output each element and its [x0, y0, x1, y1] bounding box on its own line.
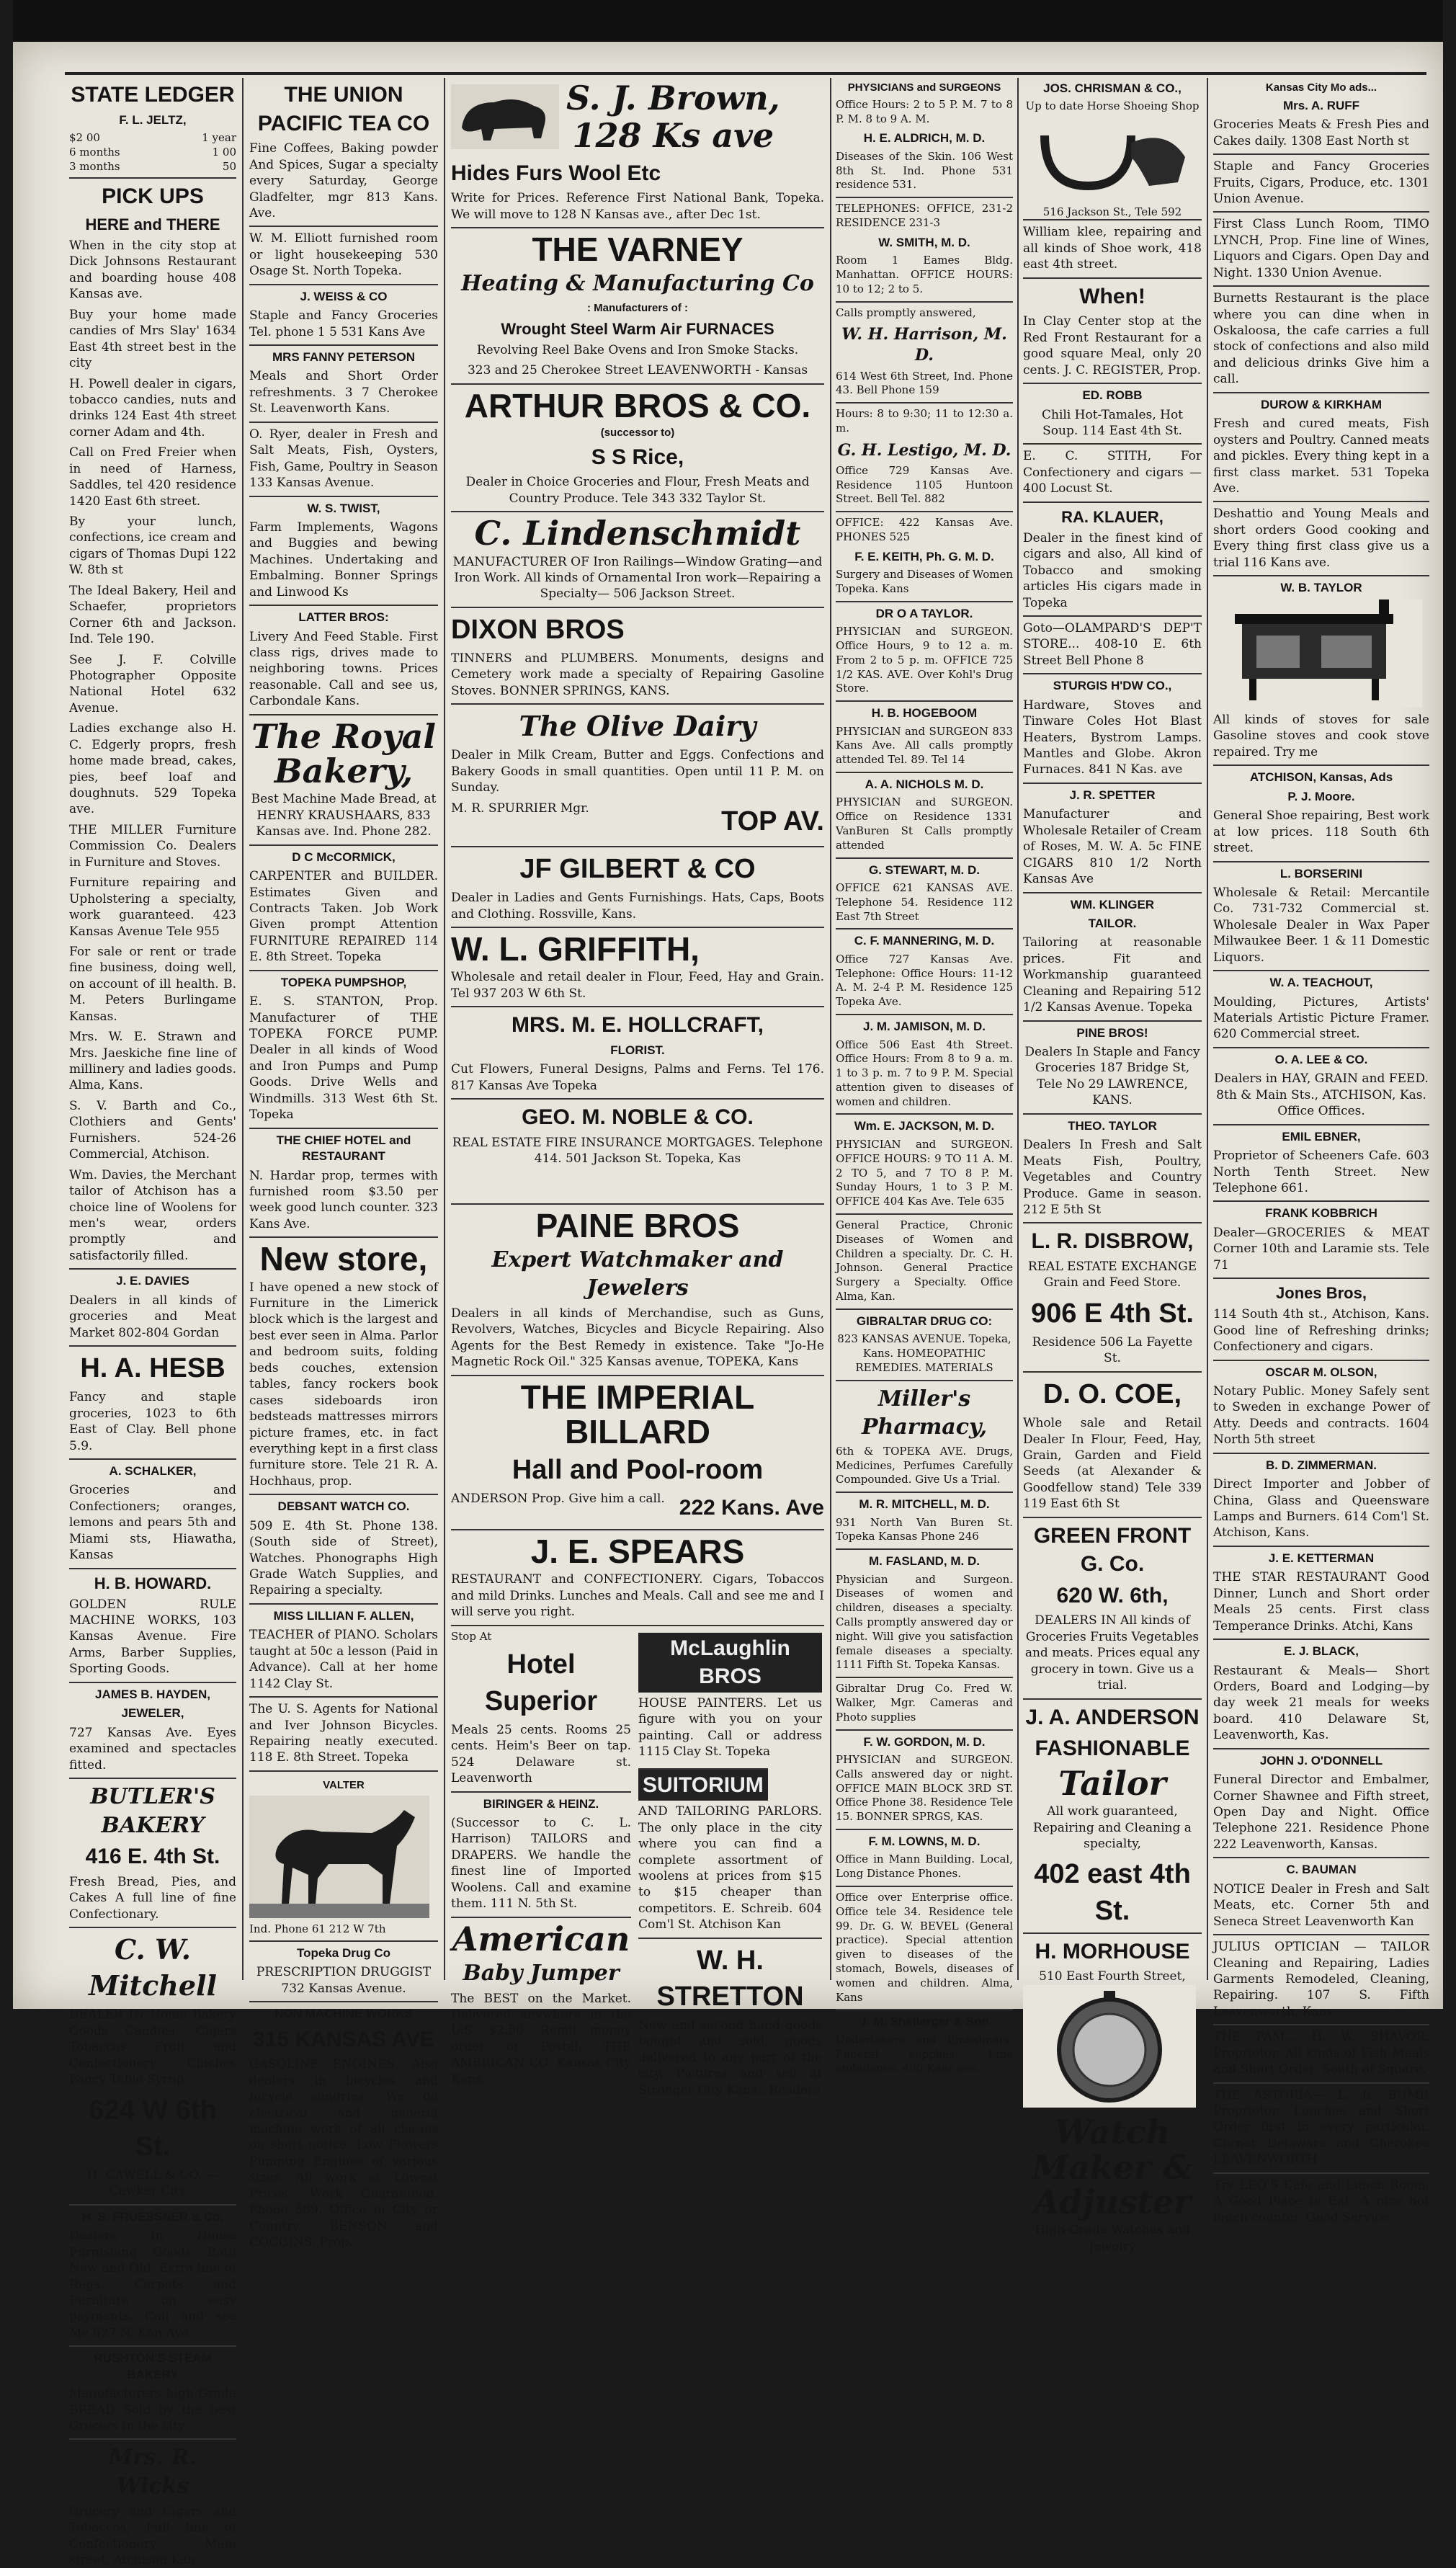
ad-heading: W. SMITH, M. D. [878, 235, 970, 249]
ad-text: General Shoe repairing, Best work at low prices. 118 South 6th street. [1213, 808, 1429, 856]
ad-subheading: S S Rice, [591, 445, 684, 469]
ad-text: Moulding, Pictures, Artists' Materials Artistic Picture Framer. 620 Commercial street. [1213, 994, 1429, 1042]
ad-text: REAL ESTATE EXCHANGE Grain and Feed Store. [1027, 1260, 1197, 1290]
ad-heading: THE VARNEY [451, 227, 824, 267]
ad-heading: DEBSANT WATCH CO. [249, 1494, 438, 1515]
ad-text: Office over Enterprise office. Office tele 34. Residence tele 99. Dr. G. W. BEVEL (General practice). Special attention given to diseases of the stomach, Bowels, diseases of women and children. Alma, Kans [836, 1886, 1013, 2005]
ad-text: Try LEO'S Cafe and Lunch Room. A Good Place to Eat. A nice hot lunch counter. Good Service. [1213, 2172, 1429, 2226]
ad-subheading: (successor to) [600, 426, 675, 439]
ad-heading: J. E. DAVIES [69, 1268, 236, 1289]
ad-text: 114 South 4th st., Atchison, Kans. Good line of Refreshing drinks; Confectionery and cigars. [1213, 1307, 1429, 1355]
section-heading: ATCHISON, Kansas, Ads [1213, 764, 1429, 785]
illustration-footer: Ind. Phone 61 212 W 7th [249, 1922, 386, 1936]
ad-heading: H. B. HOGEBOOM [836, 700, 1013, 721]
ad-heading: BUTLER'S BAKERY [69, 1778, 236, 1840]
ad-heading: D C McCORMICK, [249, 844, 438, 865]
ad-heading: J. E. KETTERMAN [1213, 1546, 1429, 1566]
ad-address: 402 east 4th St. [1034, 1859, 1191, 1926]
ad-text: PHYSICIAN and SURGEON. Calls answered day or night. OFFICE MAIN BLOCK 3RD ST. Office Phone 38. Residence Tele 15. BONNER SPRGS, KAS. [836, 1752, 1013, 1824]
ad-address: 222 Kans. Ave [679, 1496, 824, 1520]
horse-illustration [249, 1770, 438, 1937]
ad-text: Office 506 East 4th Street. Office Hours: From 8 to 9 a. m. 1 to 3 p. m. 7 to 9 P. M. Special attention given to diseases of women and children. [836, 1038, 1013, 1108]
ad-subheading: Hides Furs Wool Etc [451, 161, 661, 185]
ad-heading: FRANK KOBBRICH [1213, 1200, 1429, 1221]
ad-text: New and second hand goods bought and sold, goods delivered to any part of the city. Pictures and sell at Stronger City Kans., Readers [638, 2018, 822, 2097]
ad-text: Write for Prices. Reference First National Bank, Topeka. We will move to 128 N Kansas ave., after Dec 1st. [451, 191, 824, 222]
ad-heading: W. H. Harrison, M. D. [841, 325, 1007, 365]
ad-subheading: Tailor [1058, 1763, 1166, 1803]
ad-heading: The Royal Bakery, [249, 714, 438, 789]
ad-heading: JF GILBERT & CO [451, 846, 824, 887]
ad-heading: RA. KLAUER, [1023, 501, 1202, 527]
news-item: By your lunch, confections, ice cream and cigars of Thomas Dupi 122 W. 8th st [69, 514, 236, 578]
ad-text: O. Ryer, dealer in Fresh and Salt Meats, Fish, Oysters, Fish, Game, Poultry in Season 133 Kansas Avenue. [249, 422, 438, 491]
ad-text: The BEST on the Market. Delivered anywhere in the U.S. $2.50. Remit money order or Postal. THE AMERICAN CO. Kansas City Kans. [451, 1991, 631, 2087]
ad-text: 509 E. 4th St. Phone 138. (South side of Street), Watches. Phonographs High Grade Watch Supplies, and Repairing a specialty. [249, 1518, 438, 1598]
ad-heading: W. S. TWIST, [249, 496, 438, 517]
ad-heading: DIXON BROS [451, 607, 824, 648]
column-1 [69, 78, 236, 2567]
ad-text: Fine Coffees, Baking powder And Spices, Sugar a specialty every Saturday, George Gladfelter, mgr 813 Kans. Ave. [249, 141, 438, 220]
ad-text: I have opened a new stock of Furniture in the Limerick block which is the largest and best ever seen in Alma. Parlor and bedroom suits, folding beds couches, extension tables, fancy rockers book cases sideboards iron bedsteads mattresses mirrors picture frames, etc. in fact everything kept in a first class furniture store. Tele 21 R. A. Hochhaus, prop. [249, 1280, 438, 1489]
ad-heading: Mrs. A. RUFF [1282, 98, 1360, 112]
ad-text: PHYSICIAN and SURGEON. OFFICE HOURS: 9 TO 11 A. M. 2 TO 5, and 7 TO 8 P. M. Sunday Hours, 1 to 3 P. M. OFFICE 404 Kas Ave. Tele 635 [836, 1137, 1013, 1208]
ad-heading: BIRINGER & HEINZ. [451, 1791, 631, 1812]
ad-text: CARPENTER and BUILDER. Estimates Given and Contracts Taken. Job Work Given prompt Attention FURNITURE REPAIRED 114 E. 8th Street. Topeka [249, 869, 438, 965]
ad-address: 128 Ks ave [572, 116, 774, 156]
ad-text: OFFICE 621 KANSAS AVE. Telephone 54. Residence 112 East 7th Street [836, 881, 1013, 923]
ad-heading: Wm. E. JACKSON, M. D. [836, 1113, 1013, 1134]
ad-text: All work guaranteed, Repairing and Cleaning a specialty, [1033, 1804, 1192, 1852]
pickups-title: PICK UPS [69, 177, 236, 211]
ad-text: H. CAWELL & CO. — Cawker City... [86, 2167, 219, 2199]
ad-heading: THEO. TAYLOR [1023, 1113, 1202, 1134]
ad-text: The U. S. Agents for National and Iver Johnson Bicycles. Repairing neatly executed. 118 E. 8th Street. Topeka [249, 1696, 438, 1766]
ad-text: Staple and Fancy Groceries Tel. phone 1 5 531 Kans Ave [249, 308, 438, 339]
ad-heading: American [451, 1917, 631, 1956]
ad-heading: PINE BROS! [1023, 1020, 1202, 1041]
column-3 [451, 78, 824, 2097]
ad-heading: J. M. Shellarger & Son [836, 2009, 1013, 2030]
ad-heading: F. E. KEITH, Ph. G. M. D. [854, 549, 994, 563]
ad-heading: THE UNION PACIFIC TEA CO [257, 83, 430, 135]
ad-text: High-Grade Watches and Jewelry [1035, 2223, 1190, 2254]
ad-text: TEACHER of PIANO. Scholars taught at 50c a lesson (Paid in Advance). Call at her home 1142 Clay St. [249, 1628, 438, 1691]
ad-heading: OSCAR M. OLSON, [1213, 1360, 1429, 1381]
ad-text: NOTICE Dealer in Fresh and Salt Meats, etc. Corner 5th and Seneca Street Leavenworth Kan [1213, 1881, 1429, 1929]
ad-heading: M. R. MITCHELL, M. D. [836, 1492, 1013, 1512]
ad-text: Tailoring at reasonable prices. Fit and Workmanship guaranteed Cleaning and Repairing 512 1/2 Kansas Avenue. Topeka [1023, 935, 1202, 1015]
ad-text: PHYSICIAN and SURGEON 833 Kans Ave. All calls promptly attended Tel. 89. Tel 14 [836, 724, 1013, 767]
ad-subheading: TAILOR. [1088, 916, 1137, 930]
ad-text: 727 Kansas Ave. Eyes examined and spectacles fitted. [69, 1725, 236, 1773]
ad-heading: Mrs. R. Wicks [69, 2438, 236, 2500]
ad-text: Dealers In Fresh and Salt Meats Fish, Poultry, Vegetables and Country Produce. Game in season. 212 E 5th St [1023, 1138, 1202, 1217]
ad-heading: GEO. M. NOBLE & CO. [451, 1098, 824, 1132]
news-item: Mrs. W. E. Strawn and Mrs. Jaeskiche fine line of millinery and ladies goods. Alma, Kans. [69, 1030, 236, 1093]
ad-heading: J. R. SPETTER [1023, 783, 1202, 803]
ad-heading: F. M. LOWNS, M. D. [836, 1829, 1013, 1850]
ad-heading: Miller's Pharmacy, [836, 1380, 1013, 1442]
ad-heading: G. H. Lestigo, M. D. [837, 440, 1011, 460]
ad-text: Manufacturers high Grade BREAD Sold by the best Grocers in the city. [69, 2386, 236, 2434]
column-rule [242, 78, 244, 1980]
ad-heading: J. A. ANDERSON [1023, 1698, 1202, 1732]
ad-address: 323 and 25 Cherokee Street LEAVENWORTH - Kansas [467, 363, 808, 378]
ad-text: Staple and Fancy Groceries Fruits, Cigars, Produce, etc. 1301 Union Avenue. [1213, 153, 1429, 207]
news-item: When in the city stop at Dick Johnsons Restaurant and boarding house 408 Kansas ave. [69, 238, 236, 302]
ad-text: Room 1 Eames Bldg. Manhattan. OFFICE HOURS: 10 to 12; 2 to 5. [836, 254, 1013, 295]
ad-heading: S. J. Brown, [566, 79, 780, 117]
ad-text: : Manufacturers of : [586, 301, 688, 314]
ad-heading: LATTER BROS: [249, 605, 438, 625]
news-item: S. V. Barth and Co., Clothiers and Gents' Furnishers. 524-26 Commercial, Atchison. [69, 1098, 236, 1162]
ad-heading: WM. KLINGER [1023, 892, 1202, 913]
ad-heading: J. WEISS & CO [249, 284, 438, 305]
ad-text: All kinds of stoves for sale Gasoline stoves and cook stove repaired. Try me [1213, 713, 1429, 759]
ad-heading: TOP AV. [721, 806, 824, 837]
ad-text: OFFICE: 422 Kansas Ave. PHONES 525 [836, 511, 1013, 545]
ad-text: Restaurant & Meals— Short Orders, Board and Lodging—by day week 21 meals for weeks board. 410 Delaware St, Leavenworth, Kas. [1213, 1663, 1429, 1743]
ad-subheading: FLORIST. [610, 1043, 665, 1057]
column-4 [836, 78, 1013, 2075]
cook-stove-icon [1213, 599, 1422, 708]
hotel-ad [451, 1630, 631, 2103]
ad-heading: W. B. TAYLOR [1213, 575, 1429, 596]
ad-heading: M. FASLAND, M. D. [836, 1548, 1013, 1569]
ad-heading: H. B. HOWARD. [69, 1568, 236, 1594]
ad-heading: J. E. SPEARS [451, 1529, 824, 1569]
ad-text: Stop At [451, 1629, 492, 1643]
ad-text: Dealers in HAY, GRAIN and FEED. 8th & Main Sts., ATCHISON, Kas. Office Offices. [1214, 1071, 1429, 1119]
ad-text: Dealers In Staple and Fancy Groceries 187 Bridge St, Tele No 29 LAWRENCE, KANS. [1024, 1045, 1200, 1108]
ad-subheading: Heating & Manufacturing Co [461, 271, 814, 297]
ad-heading: RUSHTON'S STEAM BAKERY [69, 2345, 236, 2383]
ad-heading: MRS. M. E. HOLLCRAFT, [451, 1006, 824, 1040]
ad-heading: Hotel Superior [484, 1649, 598, 1716]
ad-text: THE ASTORIA— L. E. BUMP, Proprietor. Lunches and Short Order first in every particular. Corner Delaware and Cherokee LEAVENWORTH [1213, 2082, 1429, 2168]
ad-text: Hours: 8 to 9:30; 11 to 12:30 a. m. [836, 402, 1013, 436]
ad-text: REAL ESTATE FIRE INSURANCE MORTGAGES. Telephone 414. 501 Jackson St. Topeka, Kas [452, 1135, 823, 1167]
ad-text: Revolving Reel Bake Ovens and Iron Smoke Stacks. [476, 342, 799, 357]
ad-text: THE STAR RESTAURANT Good Dinner, Lunch and Short order Meals 25 cents. First class Temperance Drinks. Atchi, Kans [1213, 1570, 1429, 1633]
ad-text: Wholesale & Retail: Mercantile Co. 731-732 Commercial st. Wholesale Dealer in Wax Paper Milwaukee Beer. 1 & 11 Domestic Liquors. [1213, 885, 1429, 965]
ad-text: TELEPHONES: OFFICE, 231-2 RESIDENCE 231-3 [836, 197, 1013, 231]
ad-row [451, 1491, 824, 1525]
ad-text: GOLDEN RULE MACHINE WORKS, 103 Kansas Avenue. Fire Arms, Barber Supplies, Sporting Goods. [69, 1597, 236, 1677]
ad-text: Dealers in all kinds of groceries and Meat Market 802-804 Gordan [69, 1293, 236, 1340]
ad-heading: C. W. Mitchell [69, 1927, 236, 2004]
ad-text: Dealers in all kinds of Merchandise, such as Guns, Revolvers, Watches, Bicycles and Bicycle Repairing. Also Agents for the Best Remedy in existence. Take "Jo-He Magnetic Rock Oil." 325 Kansas avenue, TOPEKA, Kans [451, 1306, 824, 1370]
ad-address: 620 W. 6th, [1056, 1583, 1169, 1608]
ad-text: Funeral Director and Embalmer, Corner Shawnee and Fifth street, Open Day and Night. Office Telephone 221. Residence Phone 222 Leavenworth, Kansas. [1213, 1773, 1429, 1852]
ad-row [451, 1625, 824, 2103]
ad-heading: H. A. HESB [69, 1345, 236, 1386]
ad-text: Hardware, Stoves and Tinware Coles Hot Blast Heaters, Bystrom Lamps. Mantles and Globe. Akron Furnaces. 841 N Kas. ave [1023, 697, 1202, 777]
column-5 [1023, 78, 1202, 2254]
ad-heading: O. A. LEE & CO. [1213, 1047, 1429, 1068]
illustration-caption: VALTER [323, 1778, 365, 1791]
ad-text: E. S. STANTON, Prop. Manufacturer of THE TOPEKA FORCE PUMP. Dealer in all kinds of Wood and Iron Pumps and Pump Goods. Drive Wells and Windmills. 313 West 6th St. Topeka [249, 994, 438, 1123]
ad-heading: THE IMPERIAL BILLARD [451, 1375, 824, 1450]
ad-heading: JAMES B. HAYDEN, [69, 1682, 236, 1703]
ad-text: N. Hardar prop, termes with furnished room $3.50 per week good lunch counter. 323 Kans Ave. [249, 1168, 438, 1231]
scan-top-border [13, 0, 1443, 42]
ad-text: AND TAILORING PARLORS. The only place in the city where you can find a complete assortment of woolens at prices from $15 to $15 cheaper than competitors. E. Schreib. 604 Com'l St. Atchison Kan [638, 1804, 822, 1932]
ad-heading: J. M. JAMISON, M. D. [836, 1014, 1013, 1035]
news-item: Ladies exchange also H. C. Edgerly proprs, fresh home made bread, cakes, pies, beef loaf and doughnuts. 529 Topeka ave. [69, 721, 236, 817]
ad-subheading: Hall and Pool-room [512, 1455, 764, 1486]
ad-text: (Successor to C. L. Harrison) TAILORS and DRAPERS. We handle the finest line of Imported Woolens. Call and examine them. 111 N. 5th St. [451, 1815, 631, 1912]
ad-text: PHYSICIAN and SURGEON. Office Hours, 9 to 12 a. m. From 2 to 5 p. m. OFFICE 725 1/2 KAS. AVE. Over Kohl's Drug Store. [836, 625, 1013, 695]
ad-text: Residence 506 La Fayette St. [1032, 1335, 1193, 1366]
ad-heading: A. SCHALKER, [69, 1458, 236, 1479]
section-heading: PHYSICIANS and SURGEONS [847, 81, 1001, 94]
column-rule [1017, 78, 1019, 1980]
ad-text: Dealer in Choice Groceries and Flour, Fresh Meats and Country Produce. Tele 343 332 Taylor St. [465, 475, 810, 506]
ad-heading: D. O. COE, [1023, 1371, 1202, 1412]
ad-text: Calls promptly answered, [836, 301, 1013, 321]
news-item: The Ideal Bakery, Heil and Schaefer, proprietors Corner 6th and Jackson. Ind. Tele 190. [69, 583, 236, 647]
ad-text: 6th & TOPEKA AVE. Drugs, Medicines, Perfumes Carefully Compounded. Give Us a Trial. [836, 1444, 1013, 1486]
ad-heading: P. J. Moore. [1287, 789, 1355, 803]
pocket-watch-icon [1023, 1985, 1196, 2108]
ad-text: In Clay Center stop at the Red Front Restaurant for a good square Meal, only 20 cents. J. C. REGISTER, Prop. [1023, 314, 1202, 378]
ad-text: Diseases of the Skin. 106 West 8th St. Ind. Phone 531 residence 531. [836, 149, 1013, 192]
ad-text: Dealers In House Furnishing Goods Both New and Old. Extra line of Rags, Carpets and Furniture on easy payments. Call and see Me 627 N. Kan Ave. [69, 2229, 236, 2340]
ad-text: Fresh Bread, Pies, and Cakes A full line of fine Confectionary. [69, 1874, 236, 1922]
ad-text: Surgery and Diseases of Women Topeka. Kans [836, 568, 1013, 595]
ad-text: Direct Importer and Jobber of China, Glass and Queensware Lamps and Burners. 614 Com'l St. Atchison, Kans. [1213, 1477, 1429, 1541]
ad-text: Dealer in Milk Cream, Butter and Eggs. Confections and Bakery Goods in small quantities. Open until 11 P. M. on Sunday. [451, 748, 824, 795]
ad-text: Farm Implements, Wagons and Buggies and bewing Machines. Undertaking and Embalming. Bonner Springs and Linwood Ks [249, 520, 438, 599]
ad-text: Dealer in Ladies and Gents Furnishings. Hats, Caps, Boots and Clothing. Rossville, Kans. [451, 891, 824, 922]
ad-text: DEALERS IN All kinds of Groceries Fruits Vegetables and meats. Prices equal any grocery in town. Give us a trial. [1024, 1613, 1200, 1693]
ad-text: E. C. STITH, For Confectionery and cigars — 400 Locust St. [1023, 443, 1202, 496]
ad-text: Meals 25 cents. Rooms 25 cents. Heim's Beer on tap. 524 Delaware st. Leavenworth [451, 1722, 631, 1786]
news-item: Furniture repairing and Upholstering a specialty, work guaranteed. 423 Kansas Avenue Tele 955 [69, 875, 236, 939]
ad-text: Best Machine Made Bread, at HENRY KRAUSHAARS, 833 Kansas ave. Ind. Phone 282. [251, 792, 437, 839]
column-rule [444, 78, 445, 1980]
painters-ad [638, 1630, 822, 2103]
ad-address: 315 KANSAS AVE [253, 2027, 434, 2051]
column-rule [1207, 78, 1208, 1980]
ad-text: Fancy and staple groceries, 1023 to 6th East of Clay. Bell phone 5.9. [69, 1390, 236, 1453]
ad-address: 906 E 4th St. [1031, 1298, 1194, 1329]
subscription-row: 6 months 1 00 [69, 145, 236, 159]
ad-heading: New store, [249, 1236, 438, 1276]
ad-text: Chili Hot-Tamales, Hot Soup. 114 East 4th St. [1041, 407, 1184, 438]
ad-heading: W. L. GRIFFITH, [451, 927, 824, 966]
ad-text: Groceries and Confectioners; oranges, lemons and pears 5th and Miami sts, Hiawatha, Kansas [69, 1483, 236, 1563]
ad-heading: DR O A TAYLOR. [836, 601, 1013, 622]
ad-heading: H. E. ALDRICH, M. D. [863, 131, 986, 146]
ad-heading: C. F. MANNERING, M. D. [836, 928, 1013, 949]
ad-heading: Topeka Drug Co [249, 1940, 438, 1961]
ad-heading: L. BORSERINI [1213, 861, 1429, 882]
ad-text: 823 KANSAS AVENUE. Topeka, Kans. HOMEOPATHIC REMEDIES. MATERIALS [837, 1332, 1011, 1374]
ad-heading: ED. ROBB [1023, 383, 1202, 404]
ad-text: Physician and Surgeon. Diseases of women and children, diseases a specialty. Calls promptly answered day or night. Will give you satisfaction female diseases a specialty. 1111 Fifth St. Topeka Kansas. [836, 1572, 1013, 1672]
ad-text: TINNERS and PLUMBERS. Monuments, designs and Cemetery work made a specialty of Repairing Gasoline Stoves. BONNER SPRINGS, KANS. [451, 651, 824, 698]
ad-heading: E. J. BLACK, [1213, 1639, 1429, 1659]
ad-heading: GREEN FRONT G. Co. [1023, 1517, 1202, 1579]
ad-text: ANDERSON Prop. Give him a call. [451, 1492, 665, 1507]
editor-name: F. L. JELTZ, [119, 112, 187, 127]
ad-text: Wholesale and retail dealer in Flour, Feed, Hay and Grain. Tel 937 203 W 6th St. [451, 970, 824, 1001]
ad-text: PRESCRIPTION DRUGGIST 732 Kansas Avenue. [256, 1965, 432, 1996]
ad-text: Fresh and cured meats, Fish oysters and Poultry. Canned meats and pickles. Every thing kept in a first class market. 531 Topeka Ave. [1213, 416, 1429, 496]
ad-heading: C. BAUMAN [1213, 1857, 1429, 1878]
ad-heading: W. A. TEACHOUT, [1213, 970, 1429, 991]
ad-subheading: Baby Jumper [463, 1960, 620, 1986]
horseshoe-icon [1023, 114, 1196, 200]
ad-text: RESTAURANT and CONFECTIONERY. Cigars, Tobaccos and mild Drinks. Lunches and Meals. Call and see me and I will serve you right. [451, 1572, 824, 1620]
ad-text: Office 727 Kansas Ave. Telephone: Office Hours: 11-12 A. M. 2-4 P. M. Residence 125 Topeka Ave. [836, 952, 1013, 1009]
news-item: Buy your home made candies of Mrs Slay' 1634 East 4th street best in the city [69, 307, 236, 371]
ad-address: 516 Jackson St., Tele 592 [1042, 205, 1182, 218]
column-6 [1213, 78, 1429, 2225]
ad-text: Office in Mann Building. Local, Long Distance Phones. [836, 1853, 1013, 1881]
ad-text: 931 North Van Buren St. Topeka Kansas Phone 246 [836, 1515, 1013, 1543]
ad-heading: SUITORIUM [638, 1768, 768, 1801]
ad-address: 624 W 6th St. [89, 2095, 217, 2162]
ad-heading: H. MORHOUSE [1023, 1932, 1202, 1966]
ad-text: Wrought Steel Warm Air FURNACES [501, 319, 774, 338]
ad-text: DEALER IN Home Bakery Goods Candies, Cigars Tobaccos Fruit and Confectionery. Cinches Fancy Table Syrup [69, 2007, 236, 2087]
ad-heading: A. A. NICHOLS M. D. [836, 772, 1013, 793]
news-item: Wm. Davies, the Merchant tailor of Atchison has a choice line of Woolens for men's wear, orders promptly and satisfactorily filled. [69, 1167, 236, 1263]
subscription-row: 3 months 50 [69, 159, 236, 173]
ad-text: Livery And Feed Stable. First class rigs, drives made to neighboring towns. Prices reasonable. Call and see us, Carbondale Kans. [249, 629, 438, 709]
ad-heading: EMIL EBNER, [1213, 1124, 1429, 1145]
ad-heading: MRS FANNY PETERSON [249, 344, 438, 365]
ad-text: Meals and Short Order refreshments. 3 7 Cherokee St. Leavenworth Kans. [249, 369, 438, 416]
ad-heading: The Olive Dairy [451, 703, 824, 744]
ad-text: 614 West 6th Street, Ind. Phone 43. Bell Phone 159 [836, 369, 1013, 397]
ad-text: M. R. SPURRIER Mgr. [451, 801, 589, 816]
ad-heading: JOHN J. O'DONNELL [1213, 1748, 1429, 1769]
ad-heading: When! [1023, 277, 1202, 311]
ad-heading: L. R. DISBROW, [1023, 1222, 1202, 1256]
ad-heading: MISS LILLIAN F. ALLEN, [249, 1603, 438, 1624]
ad-text: Up to date Horse Shoeing Shop [1025, 99, 1200, 113]
ad-text: GASOLINE ENGINES. Also dealers in bicycles and bicycle sundries. We do electrical and general machine work of all classes on short notice. Low Flowers Pumping Engines of various sizes. All work at Lowest Prices. Work Guaranteed. Phone 589. Office in City or Country. BENSON and COGGINS, Prop. [249, 2057, 438, 2250]
masthead: STATE LEDGER [71, 83, 235, 107]
ad-subheading: JEWELER, [121, 1706, 184, 1721]
ad-text: First Class Lunch Room, TIMO LYNCH, Prop. Fine line of Wines, Liquors and Cigars. Open Day and Night. 1330 Union Avenue. [1213, 211, 1429, 281]
ad-text: JULIUS OPTICIAN — TAILOR Cleaning and Repairing, Ladies Garments Remodeled, Cleaning, Repairing. 107 S. Fifth Leavenworth, Kans. [1213, 1934, 1429, 2020]
column-2 [249, 78, 438, 2250]
ad-address: 510 East Fourth Street, [1039, 1969, 1186, 1984]
ad-text: Dealer in the finest kind of cigars and also, All kind of Tobacco and smoking articles His cigars made in Topeka [1023, 530, 1202, 610]
ad-subheading: FASHIONABLE [1035, 1736, 1190, 1761]
ad-heading: ARTHUR BROS & CO. [451, 383, 824, 423]
ad-heading: STURGIS H'DW CO., [1023, 673, 1202, 694]
section-heading: Kansas City Mo ads... [1265, 81, 1377, 94]
ad-heading: B. D. ZIMMERMAN. [1213, 1453, 1429, 1474]
ad-heading: THE CHIEF HOTEL and RESTAURANT [249, 1128, 438, 1165]
news-item: See J. F. Colville Photographer Opposite National Hotel 632 Avenue. [69, 652, 236, 715]
ad-subheading: Expert Watchmaker and Jewelers [491, 1247, 784, 1301]
ad-row [451, 801, 824, 842]
buffalo-icon [451, 84, 559, 149]
ad-heading: F. W. GORDON, M. D. [836, 1729, 1013, 1750]
ad-heading: H. S. FRUESSNER & Co. [69, 2204, 236, 2225]
top-rule [65, 72, 1426, 75]
ad-heading: NON MACHINE WORKS [249, 2001, 438, 2022]
ad-heading: TOPEKA PUMPSHOP, [249, 970, 438, 991]
ad-heading: C. Lindenschmidt [451, 511, 824, 550]
news-item: H. Powell dealer in cigars, tobacco candies, nuts and drinks 124 East 4th street corner Adam and 4th. [69, 376, 236, 440]
news-item: For sale or rent or trade fine business, doing well, on account of ill health. B. M. Peters Burlingame Kansas. [69, 944, 236, 1024]
ad-text: MANUFACTURER OF Iron Railings—Window Grating—and Iron Work. All kinds of Ornamental Iron work—Repairing a Specialty— 506 Jackson Street. [452, 554, 823, 602]
ad-heading: G. STEWART, M. D. [836, 857, 1013, 878]
ad-text: Manufacturer and Wholesale Retailer of Cream of Roses, M. W. A. 5c FINE CIGARS 810 1/2 North Kansas Ave [1023, 807, 1202, 887]
news-item: Call on Fred Freier when in need of Harness, Saddles, tel 420 residence 1420 East 6th street. [69, 445, 236, 509]
ad-text: Proprietor of Scheeners Cafe. 603 North Tenth Street. New Telephone 661. [1213, 1149, 1429, 1195]
brown-ad [451, 78, 824, 156]
ad-address: 416 E. 4th St. [85, 1845, 220, 1869]
ad-text: Notary Public. Money Safely sent to Sweden in exchange Power of Atty. Deeds and contracts. 1604 North 5th street [1213, 1383, 1429, 1448]
ad-text: Office Hours: 2 to 5 P. M. 7 to 8 P. M. 8 to 9 A. M. [836, 97, 1013, 125]
ad-text: Goto—OLAMPARD'S DEP'T STORE... 408-10 E. 6th Street Bell Phone 8 [1023, 615, 1202, 669]
ad-text: William klee, repairing and all kinds of Shoe work, 418 east 4th street. [1023, 219, 1202, 272]
ad-heading: PAINE BROS [451, 1203, 824, 1243]
ad-heading: JOS. CHRISMAN & CO., [1043, 81, 1182, 95]
ad-text: Gibraltar Drug Co. Fred W. Walker, Mgr. Cameras and Photo supplies [836, 1677, 1013, 1724]
ad-heading: DUROW & KIRKHAM [1213, 392, 1429, 413]
horse-icon [249, 1796, 429, 1918]
ad-text: Cut Flowers, Funeral Designs, Palms and Ferns. Tel 176. 817 Kansas Ave Topeka [451, 1062, 824, 1093]
ad-text: HOUSE PAINTERS. Let us figure with you on your painting. Call or address 1115 Clay St. Topeka [638, 1695, 822, 1760]
ad-text: General Practice, Chronic Diseases of Women and Children a specialty. Dr. C. H. Johnson. General Practice Surgery a Specialty. Office Alma, Kan. [836, 1213, 1013, 1304]
ad-text: Dealer—GROCERIES & MEAT Corner 10th and Laramie sts. Tele 71 [1213, 1225, 1429, 1272]
ad-heading: W. H. STRETTON [638, 1938, 822, 2015]
ad-heading: McLaughlin BROS [638, 1633, 822, 1693]
ad-heading: GIBRALTAR DRUG CO: [836, 1308, 1013, 1329]
ad-heading: Jones Bros, [1213, 1278, 1429, 1303]
ad-text: THE FAM... H. W. SHAVOR, Proprietor. All kinds of Fish Meals and Short Order. South of Square. [1213, 2024, 1429, 2077]
ad-text: W. M. Elliott furnished room or light housekeeping 530 Osage St. North Topeka. [249, 226, 438, 279]
news-item: THE MILLER Furniture Commission Co. Dealers in Furniture and Stoves. [69, 822, 236, 870]
ad-text: Grocery and Cigars and Tobaccos, Full line of Confectionery Main street, Atchison Kan [69, 2504, 236, 2567]
ad-text: Groceries Meats & Fresh Pies and Cakes daily. 1308 East North st [1213, 117, 1429, 148]
pickups-subtitle: HERE and THERE [85, 215, 220, 234]
ad-text: Whole sale and Retail Dealer In Flour, Feed, Hay, Grain, Garden and Field Seeds (at Alexander & Goodfellow stand) Tele 339 119 East 6th St [1023, 1416, 1202, 1512]
ad-text: Burnetts Restaurant is the place where you can dine when in Oskaloosa, the cafe carries a full stock of confections and also mild and delicious drinks Give him a call. [1213, 285, 1429, 388]
ad-text: Office 729 Kansas Ave. Residence 1105 Huntoon Street. Bell Tel. 882 [836, 463, 1013, 506]
subscription-row: $2 00 1 year [69, 131, 236, 145]
ad-text: Undertakers and Embalmers. Funeral supplies. Fine ambulance. 400 Kans ave. [836, 2033, 1013, 2075]
ad-heading: Watch Maker & Adjuster [1032, 2113, 1193, 2221]
column-rule [830, 78, 831, 1980]
ad-text: Deshattio and Young Meals and short orders Good cooking and Every thing first class give us a trial 116 Kans ave. [1213, 501, 1429, 571]
ad-text: PHYSICIAN and SURGEON. Office on Residence 1331 VanBuren St Calls promptly attended [836, 795, 1013, 852]
